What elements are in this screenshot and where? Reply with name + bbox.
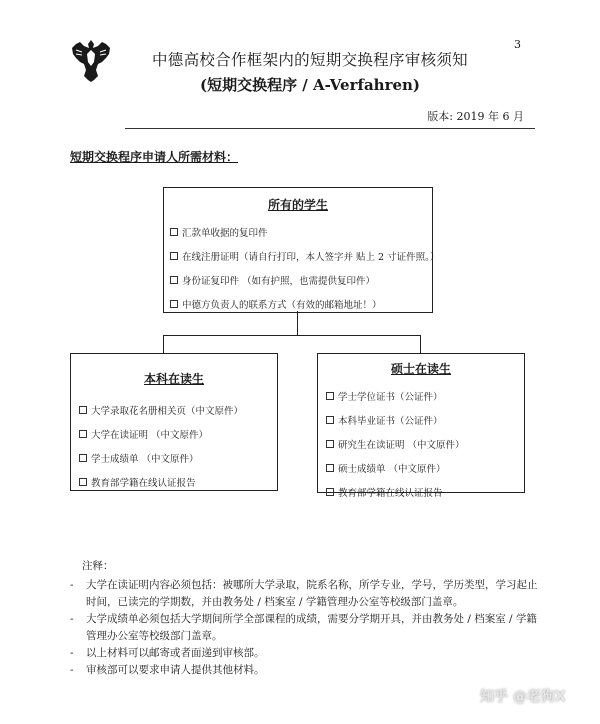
master-title: 硕士在读生 <box>390 362 451 376</box>
checkbox-icon <box>170 228 178 236</box>
list-item: 本科毕业证书（公证件） <box>326 413 524 427</box>
checkbox-icon <box>170 276 178 284</box>
connector-line <box>297 311 298 335</box>
checkbox-icon <box>326 464 334 472</box>
watermark: 知乎 @老狗X <box>480 689 566 705</box>
notes-title: 注释： <box>82 560 114 572</box>
checkbox-icon <box>326 416 334 424</box>
note-item: - 大学在读证明内容必须包括：被哪所大学录取，院系名称，所学专业，学号，学历类型，学习起止时间，已读完的学期数，并由教务处 / 档案室 / 学籍管理办公室等校级部门盖章。 <box>70 579 538 608</box>
page-number: 3 <box>514 38 521 51</box>
section-heading: 短期交换程序申请人所需材料： <box>70 150 239 164</box>
eagle-emblem-icon <box>68 36 114 84</box>
checkbox-icon <box>170 252 178 260</box>
list-item: 大学录取花名册相关页（中文原件） <box>79 403 277 417</box>
checkbox-icon <box>79 478 87 486</box>
note-item: - 以上材料可以邮寄或者面递到审核部。 <box>70 647 265 659</box>
checkbox-icon <box>326 488 334 496</box>
title-line-1: 中德高校合作框架内的短期交换程序审核须知 <box>151 51 468 69</box>
undergrad-title: 本科在读生 <box>143 372 204 386</box>
title-line-2: (短期交换程序 / A-Verfahren) <box>199 76 421 94</box>
list-item: 教育部学籍在线认证报告 <box>79 475 277 489</box>
note-item: - 大学成绩单必须包括大学期间所学全部课程的成绩，需要分学期开具，并由教务处 / 档案室 / 学籍管理办公室等校级部门盖章。 <box>70 613 537 642</box>
note-item: - 审核部可以要求申请人提供其他材料。 <box>70 664 265 676</box>
list-item: 大学在读证明 （中文原件） <box>79 427 277 441</box>
list-item: 研究生在读证明 （中文原件） <box>326 437 524 451</box>
checkbox-icon <box>79 454 87 462</box>
connector-line <box>163 335 421 336</box>
connector-line <box>163 335 164 353</box>
list-item: 学士学位证书（公证件） <box>326 389 524 403</box>
header-divider <box>125 128 535 129</box>
checkbox-icon <box>79 430 87 438</box>
list-item: 身份证复印件 （如有护照，也需提供复印件） <box>170 273 432 287</box>
checkbox-icon <box>326 440 334 448</box>
notes-section <box>70 558 540 679</box>
connector-line <box>420 335 421 353</box>
list-item: 中德方负责人的联系方式（有效的邮箱地址！） <box>170 297 432 311</box>
undergrad-box <box>70 353 278 491</box>
list-item: 学士成绩单 （中文原件） <box>79 451 277 465</box>
list-item: 硕士成绩单 （中文原件） <box>326 461 524 475</box>
document-title <box>120 48 500 95</box>
all-students-title: 所有的学生 <box>267 198 328 212</box>
master-box <box>317 353 525 499</box>
checkbox-icon <box>326 392 334 400</box>
checkbox-icon <box>79 406 87 414</box>
list-item: 教育部学籍在线认证报告 <box>326 485 524 499</box>
list-item: 在线注册证明（请自行打印，本人签字并 贴上 2 寸证件照。） <box>170 249 432 263</box>
version-label: 版本: 2019 年 6 月 <box>427 110 524 123</box>
checkbox-icon <box>170 300 178 308</box>
list-item: 汇款单收据的复印件 <box>170 225 432 239</box>
all-students-box <box>163 187 440 313</box>
